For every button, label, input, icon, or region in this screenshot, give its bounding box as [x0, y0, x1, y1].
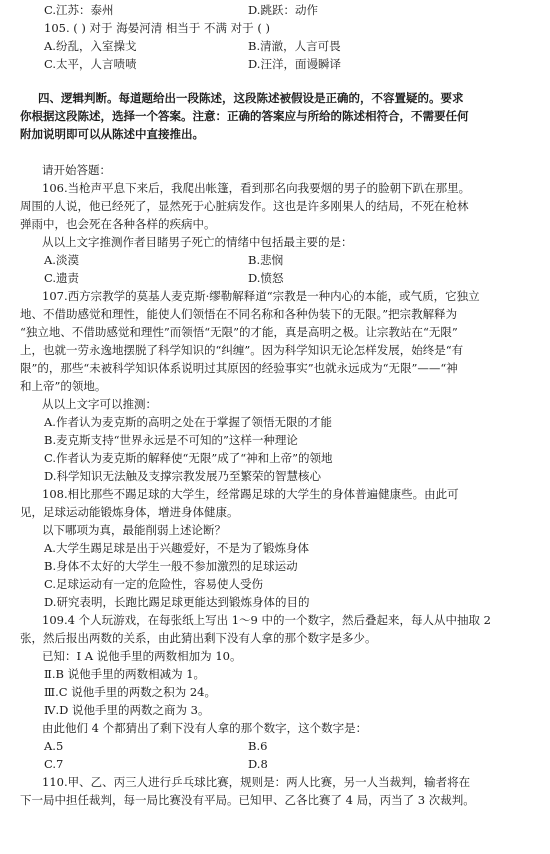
q105-option-b: B.清澈，人言可畏 [248, 39, 341, 53]
q105-option-c: C.太平，人言啧啧 [44, 57, 137, 71]
q106-option-c: C.遗责 [44, 271, 80, 285]
q107-option-c: C.作者认为麦克斯的解释使“无限”成了“神和上帝”的领地 [44, 451, 333, 465]
q109-statement-ii: Ⅱ.B 说他手里的两数相减为 1。 [44, 667, 206, 681]
q108-line-1: 108.相比那些不踢足球的大学生，经常踢足球的大学生的身体普遍健康些。由此可 [42, 487, 459, 501]
q107-line-4: 上，也就一劳永逸地摆脱了科学知识的“纠缠”。因为科学知识无论怎样发展，始终是“有 [20, 343, 464, 357]
q108-option-a: A.大学生踢足球是出于兴趣爱好，不是为了锻炼身体 [44, 541, 309, 555]
q109-option-d: D.8 [248, 757, 268, 771]
q109-question: 由此他们 4 个都猜出了剩下没有人拿的那个数字，这个数字是： [42, 721, 368, 735]
q106-option-b: B.悲悯 [248, 253, 284, 267]
q107-line-2: 地、不借助感觉和理性，能使人们领悟在不同名称和各种伪装下的无限。”把宗教解释为 [20, 307, 458, 321]
q109-option-a: A.5 [44, 739, 64, 753]
q107-line-1: 107.西方宗教学的莫基人麦克斯·缪勒解释道“宗教是一种内心的本能，或气质，它独立 [42, 289, 480, 303]
q106-line-2: 周围的人说，他已经死了，显然死于心脏病发作。这也是许多刚果人的结局，不死在枪林 [20, 199, 469, 213]
q108-line-2: 见，足球运动能锻炼身体，增进身体健康。 [20, 505, 239, 519]
q108-option-b: B.身体不太好的大学生一般不参加激烈的足球运动 [44, 559, 298, 573]
q107-line-3: “独立地、不借助感觉和理性”而领悟“无限”的才能，真是高明之极。让宗教站在“无限” [20, 325, 458, 339]
q106-question: 从以上文字推测作者目睹男子死亡的情绪中包括最主要的是： [42, 235, 353, 249]
q109-statement-iii: Ⅲ.C 说他手里的两数之积为 24。 [44, 685, 216, 699]
q107-line-5: 限”的，那些“未被科学知识体系说明过其原因的经验事实”也就永远成为“无限”——“神 [20, 361, 458, 375]
q106-option-d: D.愤怒 [248, 271, 284, 285]
q108-option-d: D.研究表明，长跑比踢足球更能达到锻炼身体的目的 [44, 595, 310, 609]
q106-line-3: 弹雨中，也会死在各种各样的疾病中。 [20, 217, 216, 231]
q109-statement-iv: Ⅳ.D 说他手里的两数之商为 3。 [44, 703, 210, 717]
option-d: D.跳跃：动作 [248, 3, 318, 17]
q106-line-1: 106.当枪声平息下来后，我爬出帐篷，看到那名向我要烟的男子的脸朝下趴在那里。 [42, 181, 471, 195]
q109-option-c: C.7 [44, 757, 64, 771]
q109-known: 已知：Ⅰ A 说他手里的两数相加为 10。 [42, 649, 242, 663]
q107-option-b: B.麦克斯支持“世界永远是不可知的”这样一种理论 [44, 433, 298, 447]
section-heading-line-2: 你根据这段陈述，选择一个答案。注意：正确的答案应与所给的陈述相符合，不需要任何 [20, 109, 469, 123]
q105-option-a: A.纷乱，入室操戈 [44, 39, 137, 53]
q109-line-2: 张，然后报出两数的关系，由此猜出剩下没有人拿的那个数字是多少。 [20, 631, 377, 645]
q107-question: 从以上文字可以推测： [42, 397, 157, 411]
q107-option-a: A.作者认为麦克斯的高明之处在于掌握了领悟无限的才能 [44, 415, 332, 429]
q109-line-1: 109.4 个人玩游戏，在每张纸上写出 1～9 中的一个数字，然后叠起来，每人从中抽取 2 [42, 613, 491, 627]
q105-stem: 105. ( ) 对于 海晏河清 相当于 不满 对于 ( ) [44, 21, 270, 35]
q109-option-b: B.6 [248, 739, 268, 753]
q110-line-2: 下一局中担任裁判，每一局比赛没有平局。已知甲、乙各比赛了 4 局，丙当了 3 次裁判。 [20, 793, 475, 807]
q105-option-d: D.汪洋，面谩瞬译 [248, 57, 341, 71]
q107-line-6: 和上帝”的领地。 [20, 379, 107, 393]
q106-option-a: A.淡漠 [44, 253, 79, 267]
q107-option-d: D.科学知识无法触及支撑宗教发展乃至繁荣的智慧核心 [44, 469, 321, 483]
start-label: 请开始答题： [42, 163, 111, 177]
section-heading-line-1: 四、逻辑判断。每道题给出一段陈述，这段陈述被假设是正确的，不容置疑的。要求 [38, 91, 464, 105]
option-c: C.江苏：泰州 [44, 3, 114, 17]
q108-question: 以下哪项为真，最能削弱上述论断？ [42, 523, 226, 537]
section-heading-line-3: 附加说明即可以从陈述中直接推出。 [20, 127, 204, 141]
q108-option-c: C.足球运动有一定的危险性，容易使人受伤 [44, 577, 264, 591]
q110-line-1: 110.甲、乙、丙三人进行乒乓球比赛，规则是：两人比赛，另一人当裁判，输者将在 [42, 775, 471, 789]
